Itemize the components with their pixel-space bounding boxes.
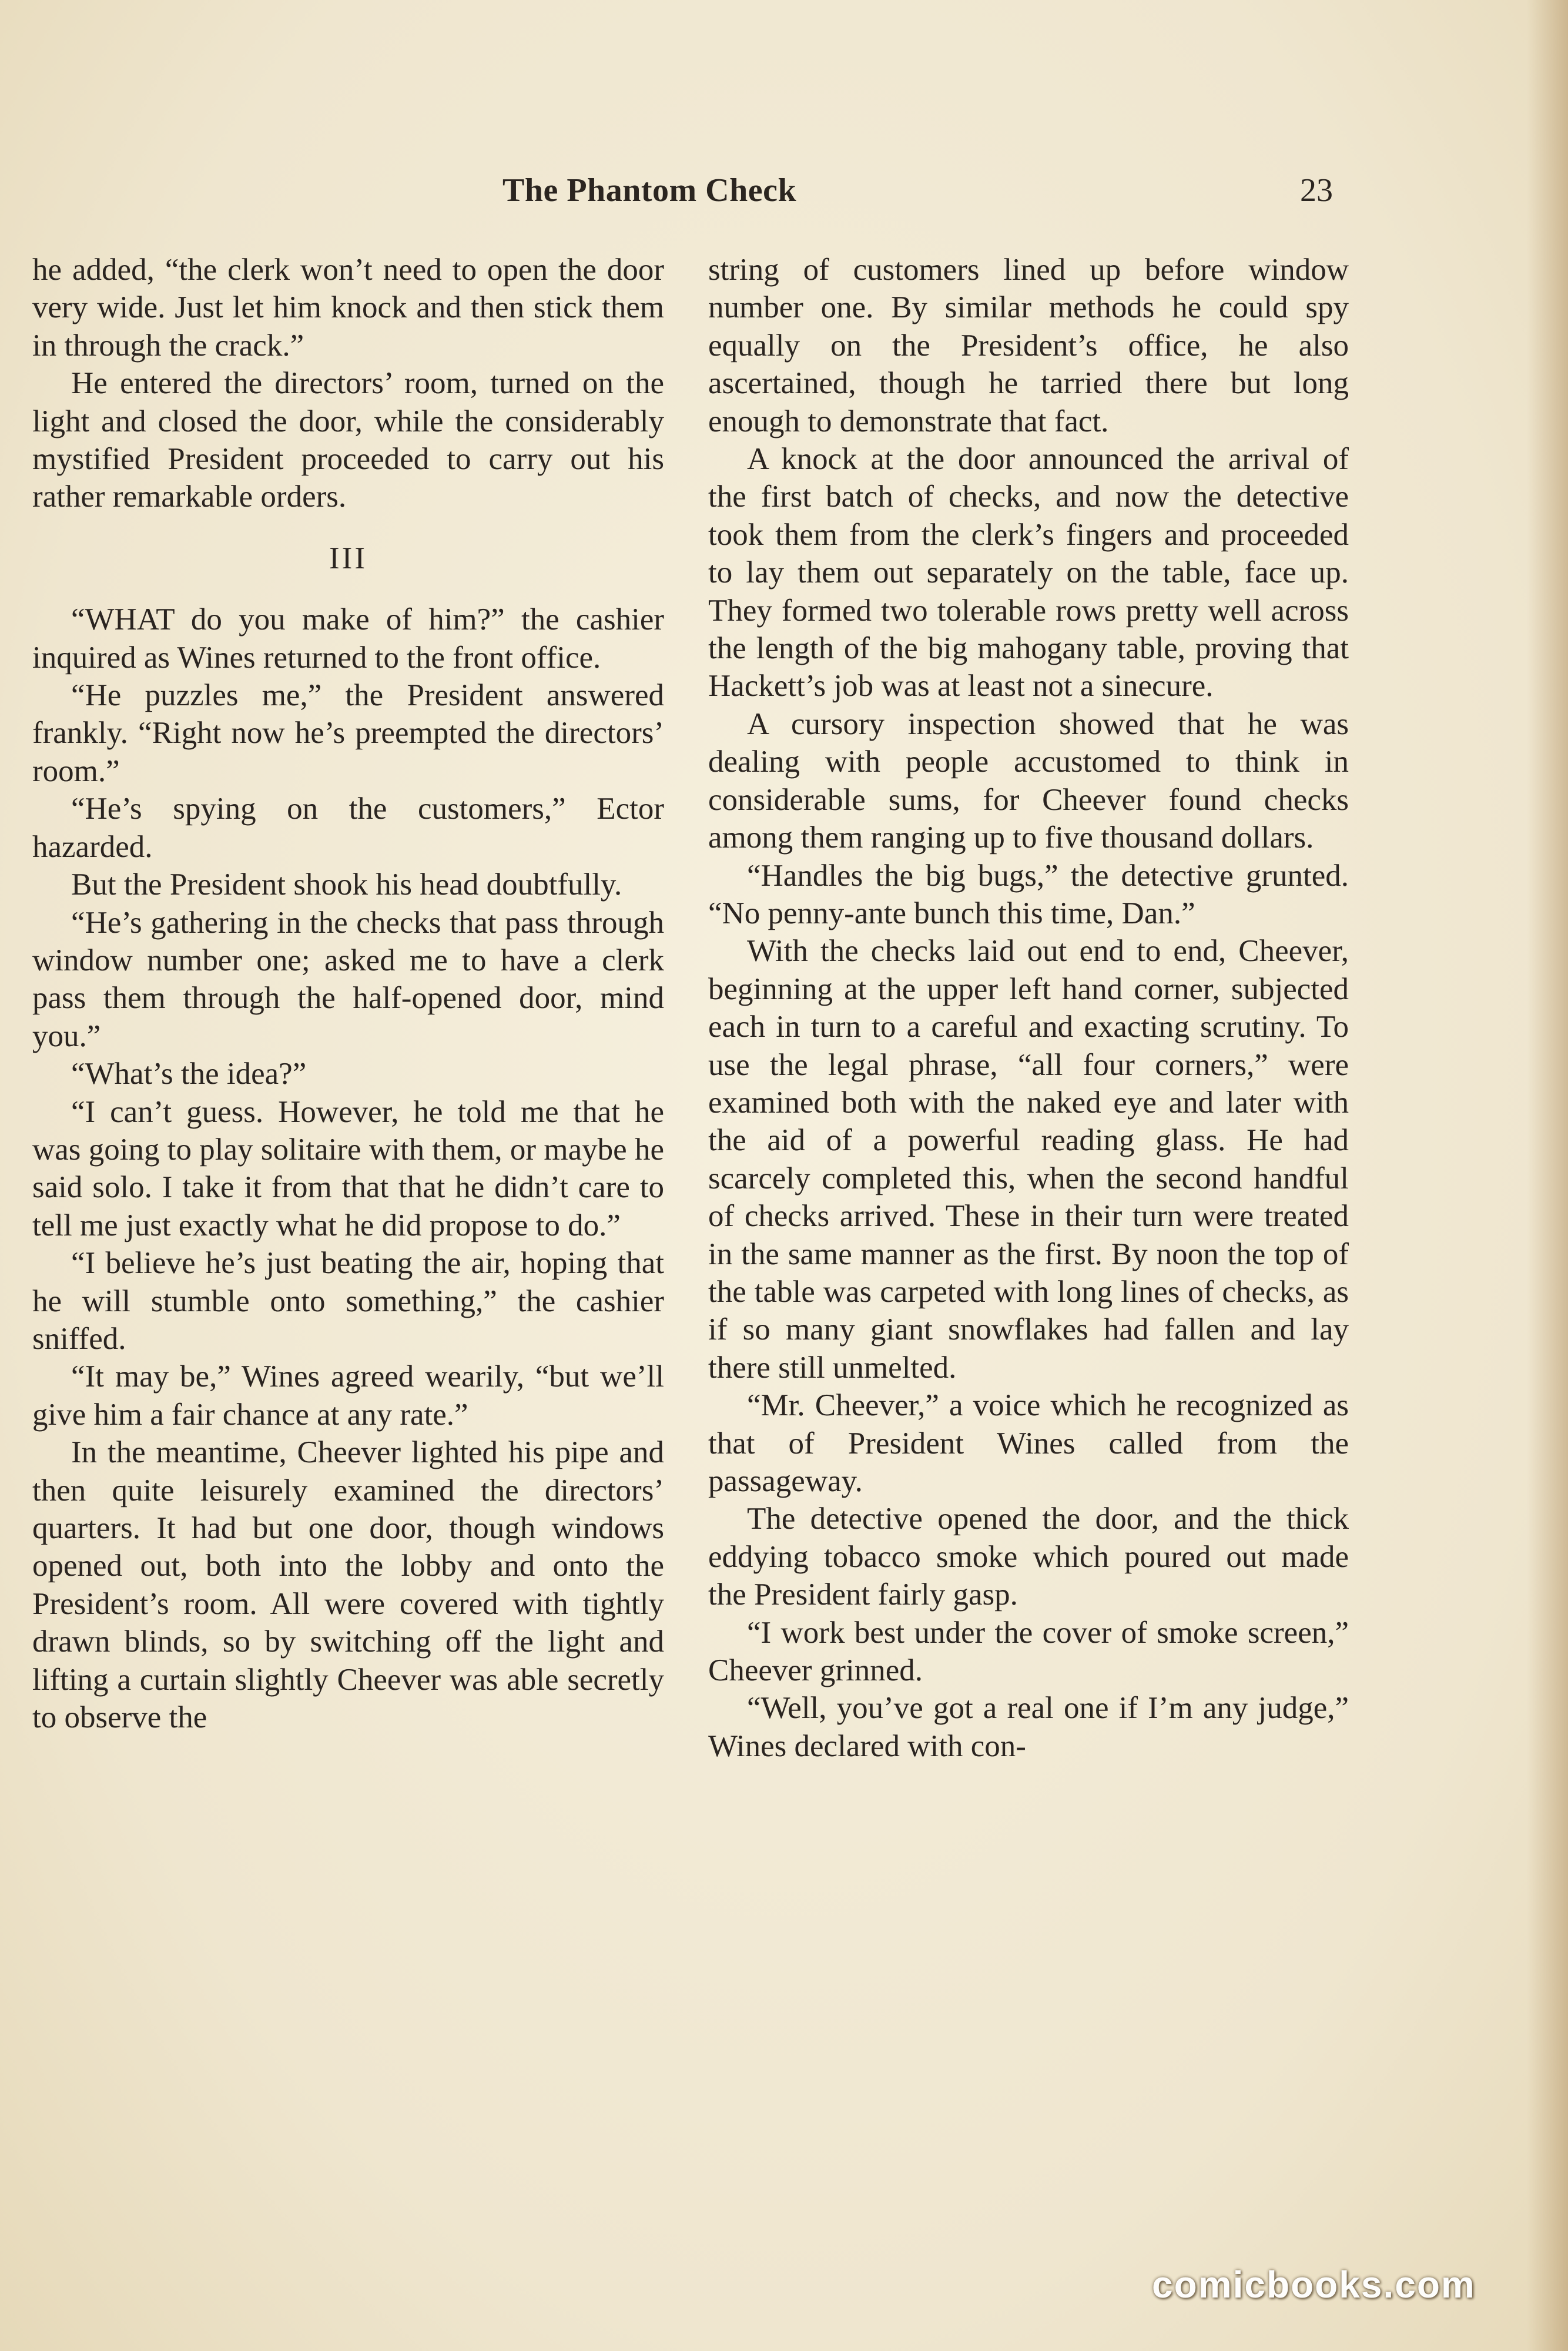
paragraph: “Mr. Cheever,” a voice which he recognized as that of President Wines called from the passageway. [708,1388,1349,1498]
right-column [708,251,1349,1765]
paragraph: “WHAT do you make of him?” the cashier inquired as Wines returned to the front office. [32,602,664,675]
paragraph: But the President shook his head doubtfully. [71,868,622,902]
paragraph: “Well, you’ve got a real one if I’m any judge,” Wines declared with con- [708,1691,1349,1763]
page-header [0,172,1568,219]
paragraph: string of customers lined up before window number one. By similar methods he could spy equally on the President’s office, he also ascertained, though he tarried there but long enough to demonstrate that fact. [708,253,1349,438]
source-watermark: comicbooks.com [1152,2263,1476,2306]
paragraph: “What’s the idea?” [71,1057,307,1091]
paragraph: In the meantime, Cheever lighted his pipe and then quite leisurely examined the directors’ quarters. It had but one door, though windows opened out, both into the lobby and onto the President’s room. All were covered with tightly drawn blinds, so by switching off the light and lifting a curtain slightly Cheever was able secretly to observe the [32,1435,664,1735]
left-column [32,251,664,1736]
paragraph: A cursory inspection showed that he was dealing with people accustomed to think in considerable sums, for Cheever found checks among them ranging up to five thousand dollars. [708,706,1349,855]
paragraph: A knock at the door announced the arrival of the first batch of checks, and now the detective took them from the clerk’s fingers and proceeded to lay them out separately on the table, face up. They formed two tolerable rows pretty well across the length of the big mahogany table, proving that Hackett’s job was at least not a sinecure. [708,442,1349,704]
paragraph: “I can’t guess. However, he told me that he was going to play solitaire with them, or maybe he said solo. I take it from that that he didn’t care to tell me just exactly what he did propose to do.” [32,1094,664,1243]
running-title: The Phantom Check [502,172,797,209]
paragraph: he added, “the clerk won’t need to open the door very wide. Just let him knock and then stick them in through the crack.” [32,253,664,363]
paragraph: He entered the directors’ room, turned on the light and closed the door, while the considerably mystified President proceeded to carry out his rather remarkable orders. [32,366,664,514]
page-edge-shadow [1527,0,1568,2351]
section-heading: III [329,541,367,575]
paragraph: With the checks laid out end to end, Cheever, beginning at the upper left hand corner, subjected each in turn to a careful and exacting scrutiny. To use the legal phrase, “all four corners,” were examined both with the naked eye and later with the aid of a powerful reading glass. He had scarcely completed this, when the second handful of checks arrived. These in their turn were treated in the same manner as the first. By noon the top of the table was carpeted with long lines of checks, as if so many giant snowflakes had fallen and lay there still unmelted. [708,934,1349,1385]
paragraph: The detective opened the door, and the thick eddying tobacco smoke which poured out made the President fairly gasp. [708,1502,1349,1612]
paragraph: “He’s spying on the customers,” Ector hazarded. [32,792,664,864]
paragraph: “He puzzles me,” the President answered frankly. “Right now he’s preempted the directors’ room.” [32,678,664,788]
paragraph: “Handles the big bugs,” the detective grunted. “No penny-ante bunch this time, Dan.” [708,858,1349,930]
paragraph: “I believe he’s just beating the air, hoping that he will stumble onto something,” the cashier sniffed. [32,1246,664,1356]
page-number: 23 [1300,172,1333,209]
paragraph: “I work best under the cover of smoke screen,” Cheever grinned. [708,1615,1349,1688]
paragraph: “It may be,” Wines agreed wearily, “but we’ll give him a fair chance at any rate.” [32,1359,664,1432]
paragraph: “He’s gathering in the checks that pass through window number one; asked me to have a clerk pass them through the half-opened door, mind you.” [32,905,664,1053]
